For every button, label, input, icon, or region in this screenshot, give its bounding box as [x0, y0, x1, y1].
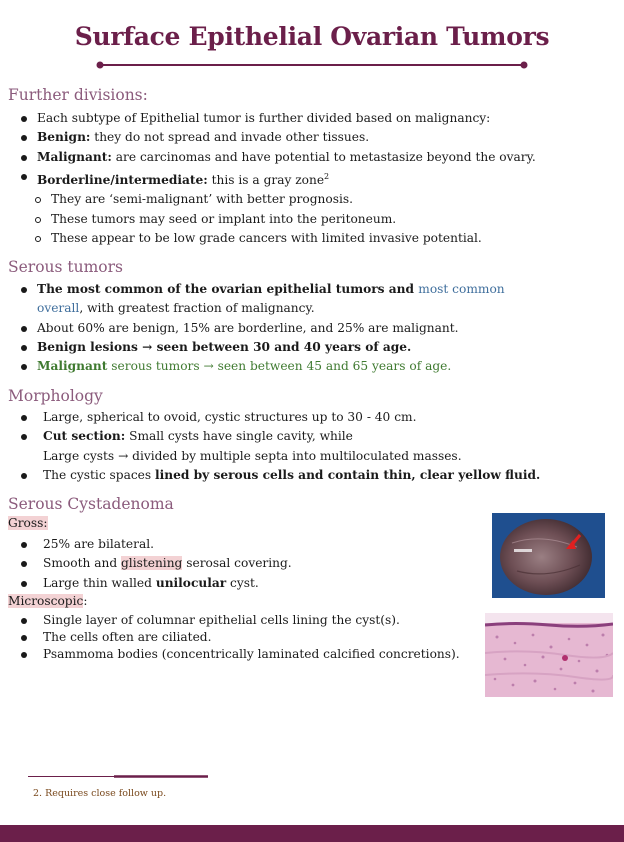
bullet-icon [21, 561, 27, 567]
morphology-heading: Morphology [8, 387, 103, 405]
bullet-icon [21, 326, 27, 332]
list-item: These appear to be low grade cancers with limited invasive potential. [0, 229, 536, 248]
page-title: Surface Epithelial Ovarian Tumors [74, 22, 550, 51]
list-item: Benign: they do not spread and invade other tissues. [0, 128, 536, 147]
list-item: Smooth and glistening serosal covering. [0, 554, 292, 573]
list-item: 25% are bilateral. [0, 535, 292, 554]
microscopic-label: Microscopic: [8, 594, 88, 608]
bullet-icon [21, 155, 27, 161]
bullet-icon [21, 415, 27, 421]
list-item: The cystic spaces lined by serous cells and contain thin, clear yellow fluid. [0, 466, 540, 485]
bullet-icon [21, 135, 27, 141]
list-item: They are ‘semi-malignant’ with better prognosis. [0, 190, 536, 209]
microscopic-list [0, 612, 460, 663]
list-item: Benign lesions → seen between 30 and 40 years of age. [0, 338, 505, 357]
bullet-icon [21, 581, 27, 587]
list-item: Large, spherical to ovoid, cystic structures up to 30 - 40 cm. [0, 408, 540, 427]
list-item: Each subtype of Epithelial tumor is further divided based on malignancy: [0, 109, 536, 128]
gross-specimen-image [492, 513, 605, 598]
serous-tumors-list [0, 280, 505, 376]
morphology-list [0, 408, 540, 485]
circle-bullet-icon [35, 217, 41, 223]
further-divisions-heading: Further divisions: [8, 86, 148, 104]
footnote-ref: 2 [324, 171, 330, 181]
bullet-icon [21, 116, 27, 122]
serous-tumors-heading: Serous tumors [8, 258, 124, 276]
list-item: Large thin walled unilocular cyst. [0, 574, 292, 593]
gross-label: Gross: [8, 516, 48, 530]
list-item: Single layer of columnar epithelial cells lining the cyst(s). [0, 612, 460, 629]
title-divider [96, 61, 528, 69]
bullet-icon [21, 287, 27, 293]
bullet-icon [21, 635, 27, 641]
list-item: Malignant serous tumors → seen between 45 and 65 years of age. [0, 357, 505, 376]
footnote: 2. Requires close follow up. [33, 788, 167, 799]
list-item: Psammoma bodies (concentrically laminated calcified concretions). [0, 646, 460, 663]
bullet-icon [21, 345, 27, 351]
bullet-icon [21, 618, 27, 624]
cystadenoma-heading: Serous Cystadenoma [8, 495, 174, 513]
histology-image [485, 613, 613, 697]
list-item: Malignant: are carcinomas and have potential to metastasize beyond the ovary. [0, 148, 536, 167]
bullet-icon [21, 434, 27, 440]
list-item: About 60% are benign, 15% are borderline, and 25% are malignant. [0, 319, 505, 338]
gross-list [0, 535, 292, 593]
bullet-icon [21, 542, 27, 548]
bullet-icon [21, 364, 27, 370]
footnote-divider [28, 775, 208, 778]
list-item: Borderline/intermediate: this is a gray zone$^2$ [0, 167, 536, 190]
circle-bullet-icon [35, 197, 41, 203]
circle-bullet-icon [35, 236, 41, 242]
list-item: The cells often are ciliated. [0, 629, 460, 646]
bullet-icon [21, 174, 27, 180]
list-item-continuation: Large cysts → divided by multiple septa into multiloculated masses. [43, 448, 462, 463]
further-divisions-list [0, 109, 536, 248]
footer-bar [0, 825, 624, 842]
list-item: The most common of the ovarian epithelial tumors and most common [0, 280, 505, 299]
list-item: These tumors may seed or implant into the peritoneum. [0, 210, 536, 229]
bullet-icon [21, 652, 27, 658]
bullet-icon [21, 473, 27, 479]
list-item: Cut section: Small cysts have single cavity, while [0, 427, 540, 446]
list-item-continuation: overall, with greatest fraction of malignancy. [37, 301, 315, 316]
